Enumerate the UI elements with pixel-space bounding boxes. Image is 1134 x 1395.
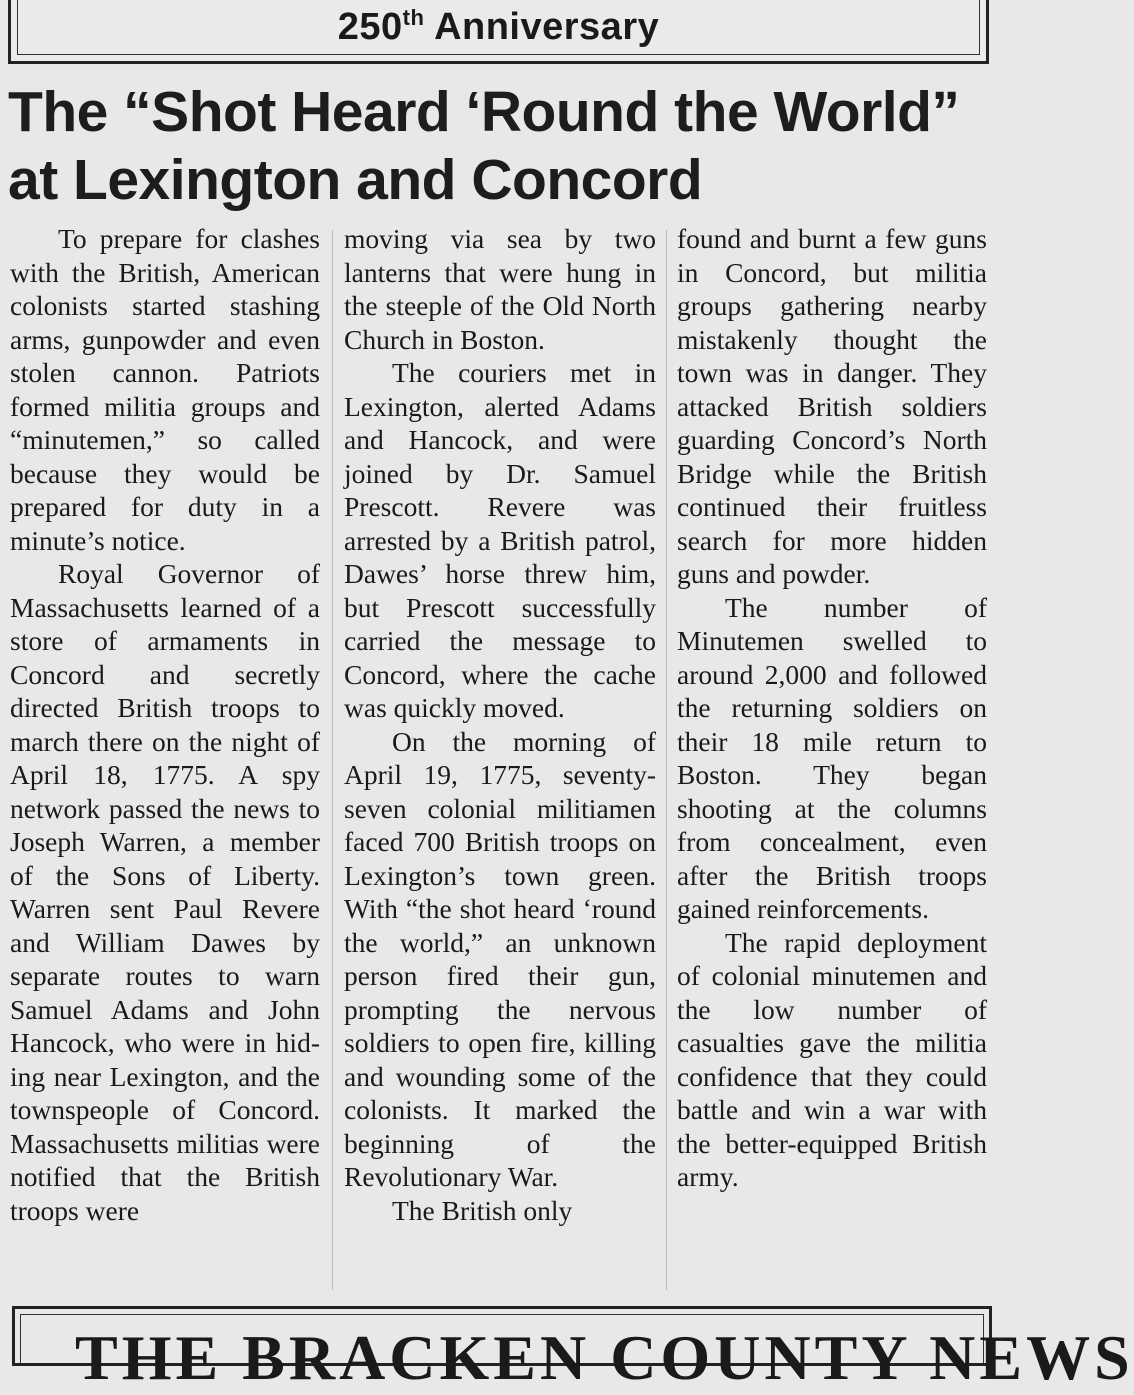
article-paragraph: The rapid deployment of colonial minutemen and the low number of casualties gave the militia confidence that they could battle and win a war with the better-equipped British army. [677, 926, 987, 1192]
article-paragraph: The number of Minutemen swelled to around 2,000 and followed the returning soldiers on their 18 mile return to Boston. They began shooting at the columns from concealment, even after the British troops gained reinforcements. [677, 591, 987, 924]
section-banner-title [11, 5, 986, 49]
section-banner [8, 0, 989, 64]
column-divider [332, 230, 333, 1290]
article-paragraph: On the morning of April 19, 1775, seventy-seven colonial militiamen faced 700 British troops on Lexington’s town green. With “the shot heard ‘round the world,” an unknown person fired their gun, prompting the nervous soldiers to open fire, killing and wounding some of the colonists. It marked the beginning of the Revolutionary War. [344, 725, 656, 1192]
article-paragraph: Royal Governor of Massachusetts learned of a store of armaments in Concord and secretly directed British troops to march there on the night of April 18, 1775. A spy network passed the news to Joseph Warren, a member of the Sons of Liberty. Warren sent Paul Revere and William Dawes by separate routes to warn Samuel Adams and John Hancock, who were in hiding near Lexington, and the townspeople of Concord. Massachusetts militias were notified that the British troops were [10, 558, 320, 1226]
article-paragraph: The couriers met in Lexington, alerted Adams and Hancock, and were joined by Dr. Samuel Prescott. Revere was arrested by a British patrol, Dawes’ horse threw him, but Prescott successfully carried the message to Concord, where the cache was quickly moved. [344, 357, 656, 723]
article-column-2 [344, 222, 656, 1227]
article-headline: The “Shot Heard ‘Round the World” at Lexington and Concord [8, 80, 960, 212]
banner-title-number: 250 [337, 6, 403, 48]
banner-title-ordinal: th [402, 5, 425, 30]
article-column-3 [677, 222, 987, 1194]
article-paragraph: found and burnt a few guns in Concord, but militia groups gathering nearby mistakenly thought the town was in danger. They attacked British soldiers guarding Concord’s North Bridge while the British continued their fruitless search for more hidden guns and powder. [677, 223, 987, 589]
article-column-1 [10, 222, 320, 1227]
newspaper-masthead: THE BRACKEN COUNTY NEWS [75, 1322, 1134, 1393]
article-paragraph: To prepare for clashes with the British, American colonists started stashing arms, gunpowder and even stolen cannon. Patriots formed militia groups and “minutemen,” so called because they would be prepared for duty in a minute’s notice. [10, 223, 320, 556]
column-divider [666, 230, 667, 1290]
newspaper-masthead-box [12, 1306, 1134, 1393]
banner-title-rest: Anniversary [424, 6, 660, 48]
article-paragraph: moving via sea by two lanterns that were hung in the steeple of the Old North Church in Boston. [344, 223, 656, 355]
article-paragraph: The British only [392, 1194, 573, 1226]
